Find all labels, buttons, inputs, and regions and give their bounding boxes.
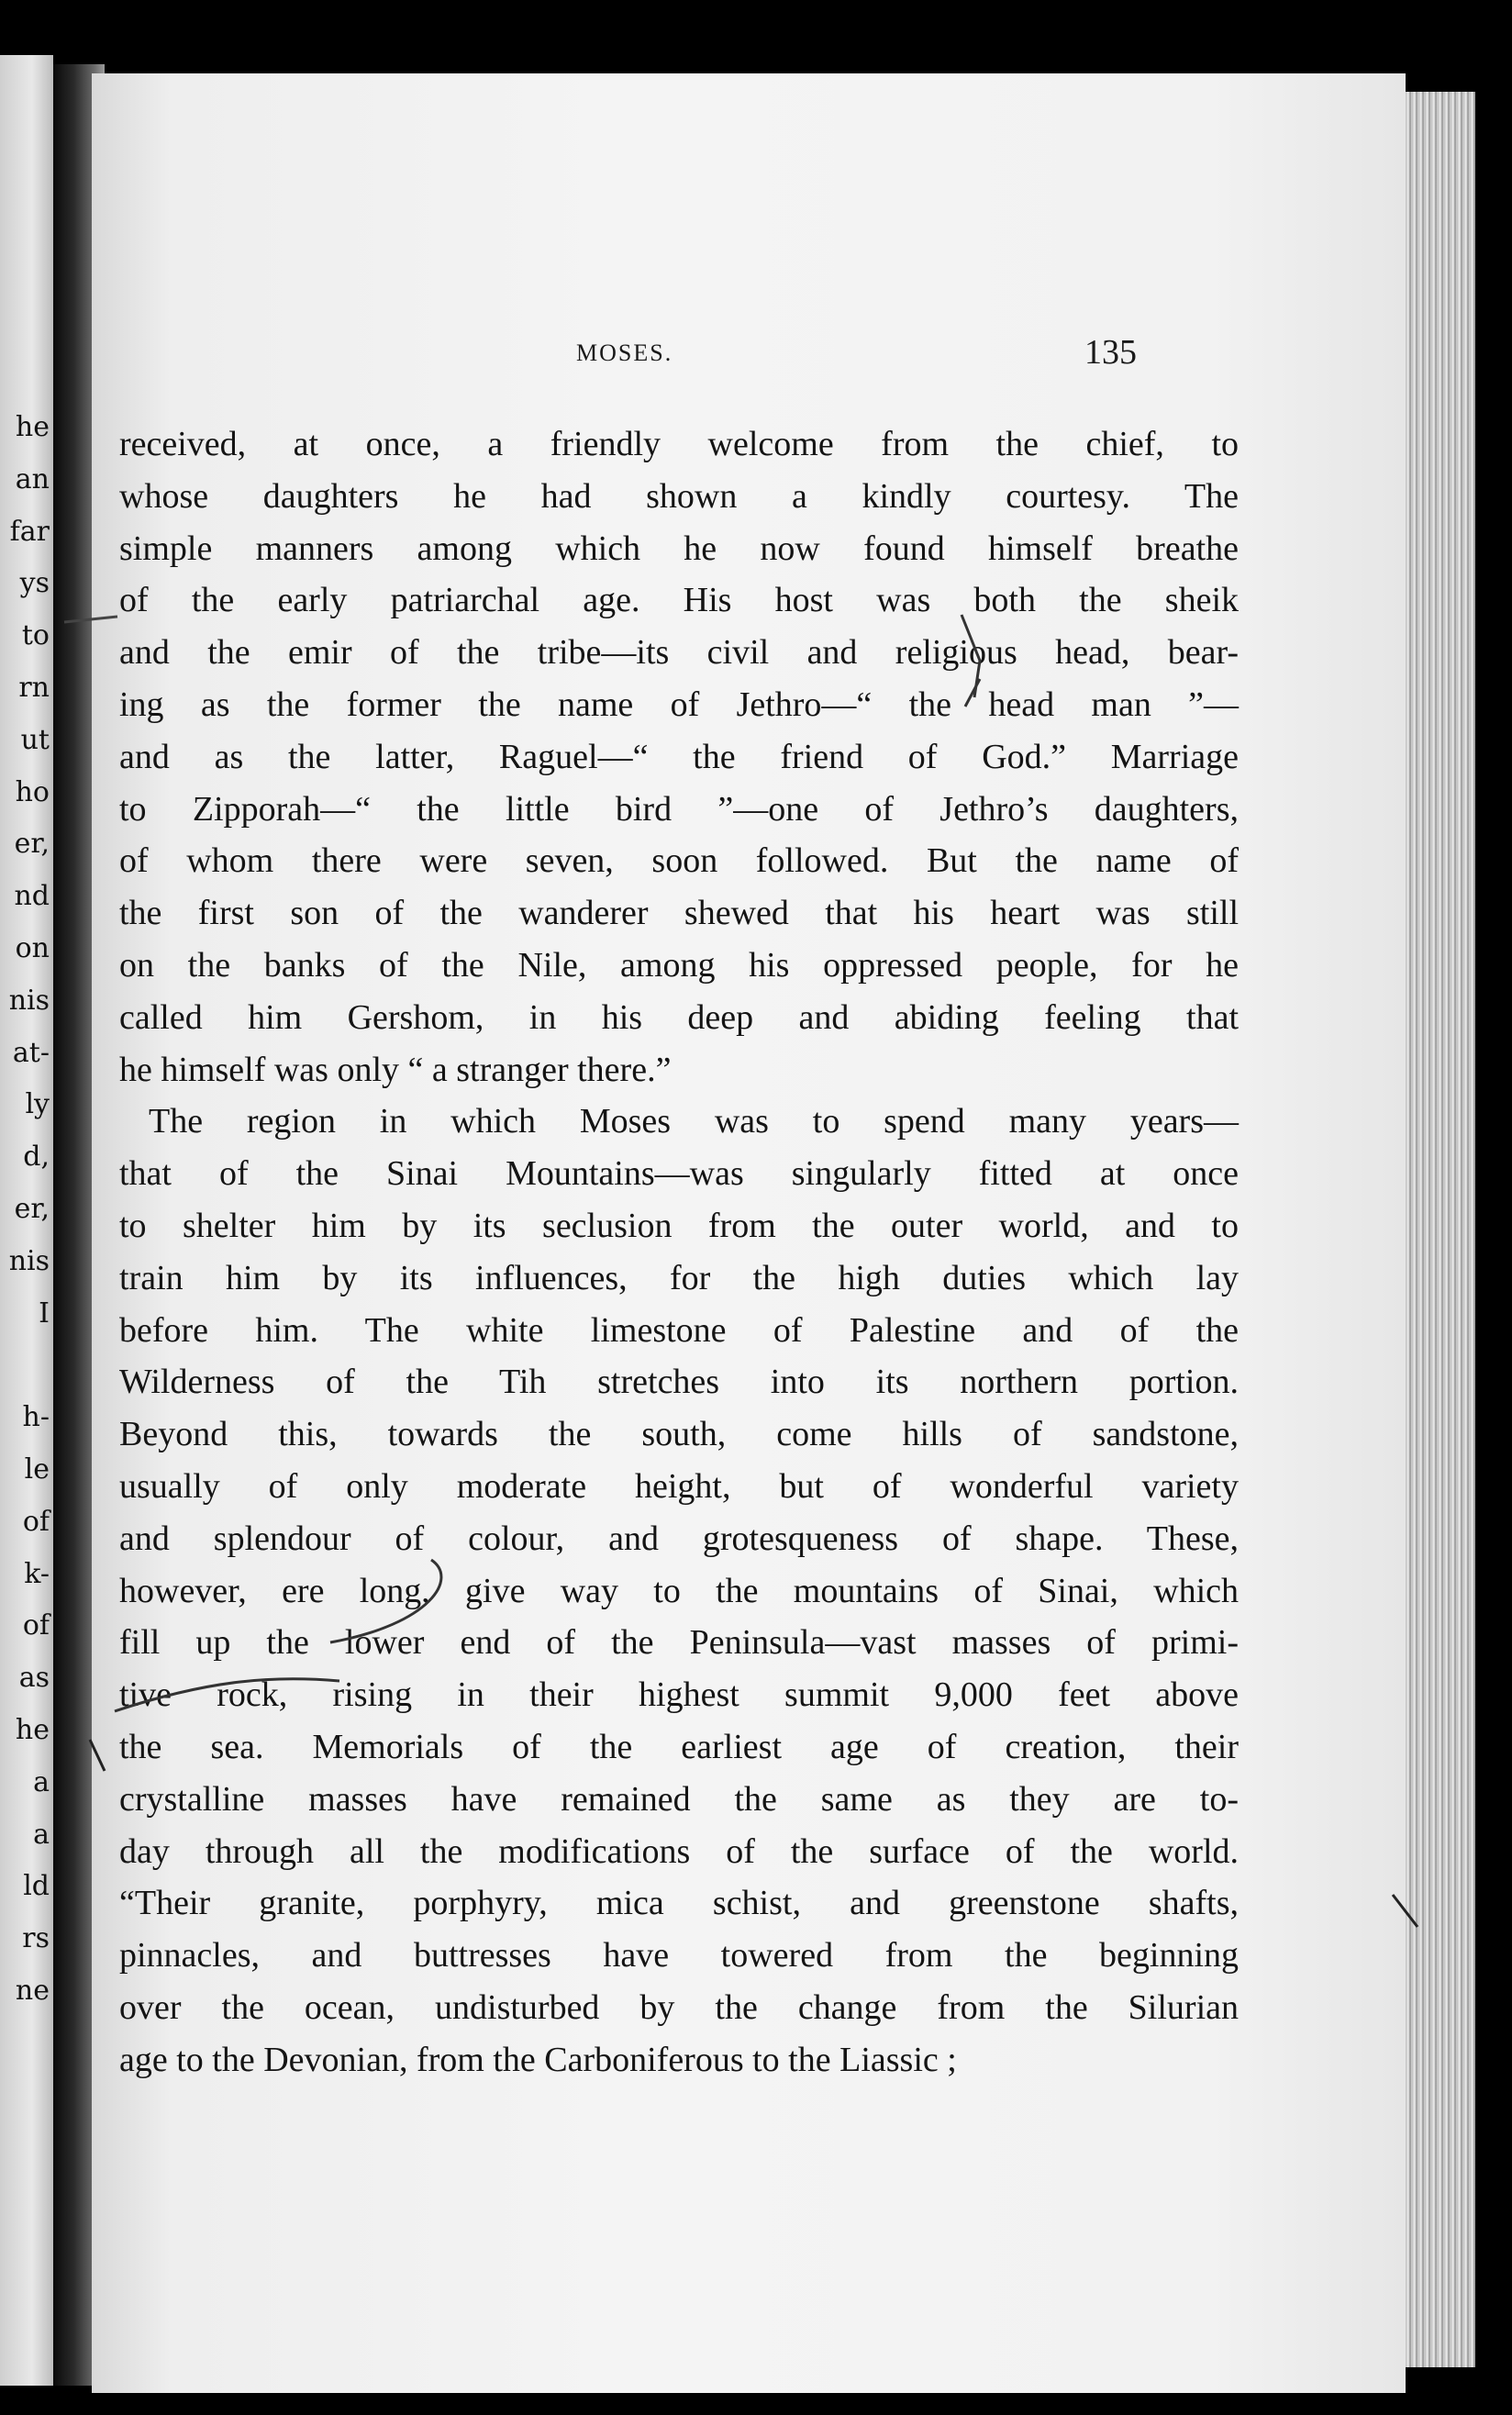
facing-page-text-fragments: [2, 402, 53, 2018]
facing-page-fragment: to: [21, 619, 50, 652]
text-line: ing as the former the name of Jethro—“ the head man ”—: [119, 684, 1239, 724]
facing-page-fragment: ld: [23, 1870, 50, 1903]
facing-page-fragment: rs: [22, 1922, 50, 1955]
text-line: over the ocean, undisturbed by the change from the Silurian: [119, 1987, 1239, 2027]
facing-page-fragment: er,: [14, 828, 50, 861]
facing-page-fragment: ys: [19, 567, 50, 600]
paragraph-2: [119, 1096, 1239, 2086]
facing-page-fragment: er,: [14, 1192, 50, 1225]
facing-page-fragment: nis: [8, 1244, 50, 1277]
facing-page-fragment: he: [15, 411, 50, 443]
running-head: MOSES.: [576, 339, 673, 366]
text-line: and the emir of the tribe—its civil and religious head, bear-: [119, 633, 1239, 673]
facing-page-fragment: nis: [8, 984, 50, 1017]
text-line: The region in which Moses was to spend many years—: [149, 1102, 1239, 1141]
text-line: of whom there were seven, soon followed. But the name of: [119, 841, 1239, 881]
facing-page-fragment: as: [18, 1662, 50, 1695]
facing-page-fragment: an: [15, 462, 50, 495]
text-line: to Zipporah—“ the little bird ”—one of Jethro’s daughters,: [119, 789, 1239, 829]
facing-page-fragment: on: [15, 931, 50, 964]
page-number: 135: [1084, 333, 1137, 372]
text-line: day through all the modifications of the surface of the world.: [119, 1831, 1239, 1871]
facing-page-fragment: ut: [20, 723, 50, 756]
text-line: before him. The white limestone of Palestine and of the: [119, 1310, 1239, 1350]
facing-page-fragment: a: [33, 1765, 50, 1798]
paragraph-1: [119, 418, 1239, 1096]
body-text: [119, 418, 1239, 2087]
text-line: however, ere long, give way to the mountains of Sinai, which: [119, 1571, 1239, 1610]
facing-page-fragment: of: [22, 1609, 50, 1642]
text-line: of the early patriarchal age. His host was both the sheik: [119, 581, 1239, 620]
text-line: the first son of the wanderer shewed that his heart was still: [119, 894, 1239, 933]
text-line: he himself was only “ a stranger there.”: [119, 1050, 672, 1089]
facing-page-fragment: rn: [18, 671, 50, 704]
facing-page-fragment: k-: [24, 1557, 50, 1590]
text-line: crystalline masses have remained the same as they are to-: [119, 1779, 1239, 1819]
facing-page-fragment: of: [22, 1505, 50, 1538]
text-line: and splendour of colour, and grotesqueness of shape. These,: [119, 1519, 1239, 1558]
page-header: [92, 333, 1406, 376]
text-line: called him Gershom, in his deep and abiding feeling that: [119, 997, 1239, 1037]
text-line: whose daughters he had shown a kindly courtesy. The: [119, 476, 1239, 516]
text-line: and as the latter, Raguel—“ the friend of God.” Marriage: [119, 737, 1239, 776]
text-line: on the banks of the Nile, among his oppressed people, for he: [119, 945, 1239, 985]
text-line: Beyond this, towards the south, come hills of sandstone,: [119, 1415, 1239, 1454]
text-line: the sea. Memorials of the earliest age of creation, their: [119, 1727, 1239, 1766]
facing-page-fragment: le: [24, 1452, 50, 1486]
text-line: “Their granite, porphyry, mica schist, and greenstone shafts,: [119, 1884, 1239, 1923]
facing-page-fragment: [2, 1340, 53, 1392]
book-page: [92, 73, 1406, 2393]
facing-page-fragment: ne: [15, 1974, 50, 2007]
facing-page-fragment: h-: [22, 1401, 50, 1434]
facing-page-fragment: d,: [23, 1141, 50, 1174]
text-line: Wilderness of the Tih stretches into its northern portion.: [119, 1363, 1239, 1402]
text-line: to shelter him by its seclusion from the outer world, and to: [119, 1206, 1239, 1245]
text-line: tive rock, rising in their highest summit 9,000 feet above: [119, 1675, 1239, 1715]
facing-page-fragment: I: [39, 1297, 50, 1330]
text-line: train him by its influences, for the high duties which lay: [119, 1258, 1239, 1297]
facing-page-fragment: nd: [14, 880, 50, 913]
page-edge-stack: [1406, 92, 1475, 2367]
text-line: pinnacles, and buttresses have towered from the beginning: [119, 1936, 1239, 1975]
facing-page-fragment: ho: [15, 775, 50, 808]
text-line: usually of only moderate height, but of wonderful variety: [119, 1466, 1239, 1506]
facing-page-sliver: [0, 55, 53, 2386]
facing-page-fragment: ly: [25, 1088, 50, 1121]
text-line: age to the Devonian, from the Carboniferous to the Liassic ;: [119, 2040, 957, 2079]
facing-page-fragment: at-: [12, 1036, 50, 1069]
text-line: fill up the lower end of the Peninsula—vast masses of primi-: [119, 1623, 1239, 1663]
text-line: that of the Sinai Mountains—was singularly fitted at once: [119, 1154, 1239, 1194]
text-line: simple manners among which he now found himself breathe: [119, 529, 1239, 568]
facing-page-fragment: a: [33, 1818, 50, 1851]
facing-page-fragment: he: [15, 1713, 50, 1746]
text-line: received, at once, a friendly welcome from the chief, to: [119, 425, 1239, 463]
facing-page-fragment: far: [9, 515, 50, 548]
